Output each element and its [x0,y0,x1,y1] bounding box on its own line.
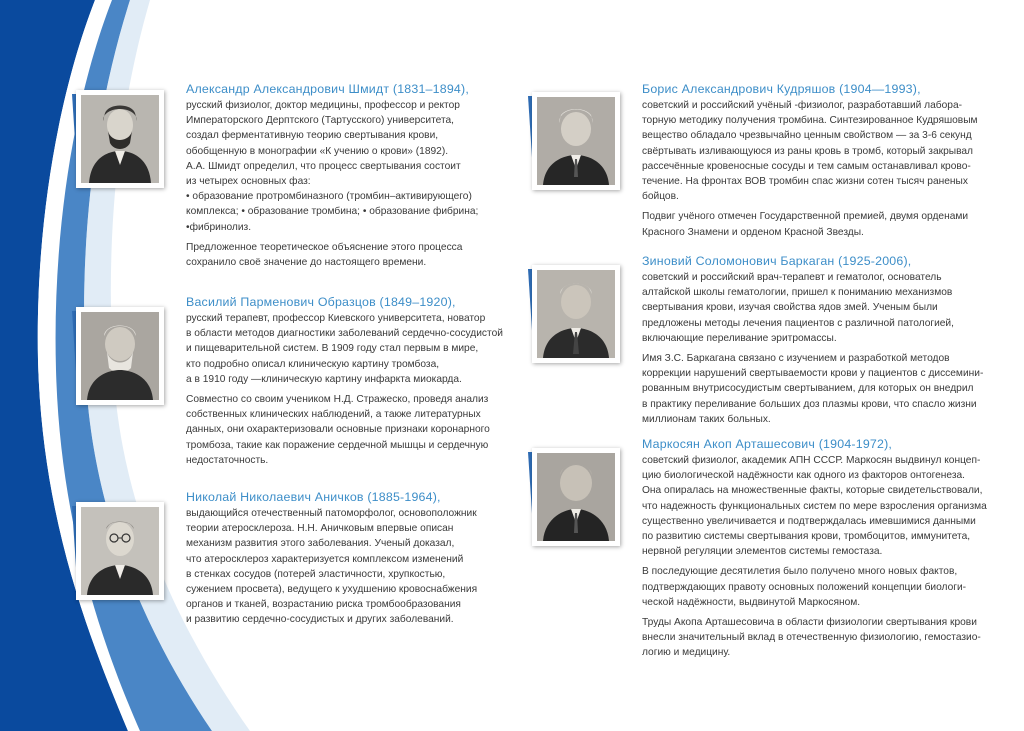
bio-kudryashov [642,81,1002,240]
portrait-obraztsov [72,307,164,407]
bio-paragraph: Труды Акопа Арташесовича в области физиологии свертывания крови внесли значительный вклад в отечественную физиологию, гемостазио- логию и медицину. [642,617,981,659]
bio-schmidt [186,81,506,270]
bio-paragraph: В последующие десятилетия было получено много новых фактов, подтверждающих правоту основных положений концепции биологи- ческой надёжности, выдвинутой Маркосяном. [642,566,967,608]
portrait-kudryashov [528,92,620,192]
portrait-schmidt [72,90,164,190]
bio-paragraph: Подвиг учёного отмечен Государственной премией, двумя орденами Красного Знамени и орденом Красной Звезды. [642,211,969,238]
portrait-anichkov [72,502,164,602]
bio-paragraph: Предложенное теоретическое объяснение этого процесса сохранило своё значение до настоящего времени. [186,241,463,269]
bio-paragraph: Имя З.С. Баркагана связано с изучением и разработкой методов коррекции нарушений свертываемости крови у пациентов с диссемини- рованным внутрисосудистым свертыванием, для которых он внедрил в практику переливание больших доз плазмы крови, что спасло жизни миллионам таких больных. [642,353,984,425]
bio-markosyan [642,436,1002,661]
bio-paragraph: советский и российский врач-терапевт и гематолог, основатель алтайской школы гематологии, пришел к пониманию механизмов свертывания крови, изучая свойства ядов змей. Ученым были предложены методы лечения пациентов с различной патологией, включающие переливание эритромассы. [642,272,954,344]
bio-name: Маркосян Акоп Арташесович (1904-1972), [642,437,893,451]
person-photo-icon [537,453,615,541]
bio-paragraph: русский терапевт, профессор Киевского университета, новатор в области методов диагностики заболеваний сердечно-сосудистой и пищеварительной систем. В 1909 году стал первым в мире, кто подробно описал клиническую картину тромбоза, а в 1910 году —клиническую картину инфаркта миокарда. [186,313,503,385]
portrait-markosyan [528,448,620,548]
bio-paragraph: выдающийся отечественный патоморфолог, основоположник теории атеросклероза. Н.Н. Аничковым впервые описан механизм развития этого заболевания. Ученый доказал, что атеросклероз характеризуется комплексом изменений в стенках сосудов (потерей эластичности, хрупкостью, сужением просвета), ведущего к ухудшению кровоснабжения органов и тканей, возрастанию риска тромбообразования и развитию сердечно-сосудистых и других заболеваний. [186,508,478,626]
bio-paragraph: Совместно со своим учеником Н.Д. Стражеско, проведя анализ собственных клинических наблюдений, а также литературных данных, они охарактеризовали основные признаки коронарного тромбоза, такие как поражение сердечной мышцы и сердечную недостаточность. [186,394,490,466]
bio-name: Борис Александрович Кудряшов (1904—1993), [642,82,921,96]
person-photo-icon [537,270,615,358]
person-photo-icon [81,312,159,400]
bio-paragraph: советский и российский учёный -физиолог, разработавший лабора- торную методику получения тромбина. Синтезированное Кудряшовым вещество обладало чрезвычайно ценным свойством — за 3-6 секунд свёртывать изливающуюся из раны кровь в тромб, который закрывал рассечённые кровеносные сосуды и тем самым останавливал крово- течение. На фронтах ВОВ тромбин спас жизни сотен тысяч раненых бойцов. [642,100,978,203]
person-photo-icon [81,95,159,183]
portrait-barkagan [528,265,620,365]
bio-name: Александр Александрович Шмидт (1831–1894), [186,82,469,96]
bio-barkagan [642,253,1002,427]
bio-name: Василий Парменович Образцов (1849–1920), [186,295,456,309]
bio-obraztsov [186,294,516,468]
bio-anichkov [186,489,506,628]
person-photo-icon [537,97,615,185]
bio-name: Николай Николаевич Аничков (1885-1964), [186,490,441,504]
bio-name: Зиновий Соломонович Баркаган (1925-2006), [642,254,912,268]
bio-paragraph: советский физиолог, академик АПН СССР. Маркосян выдвинул концеп- цию биологической надёжности как одного из факторов онтогенеза. Она опиралась на множественные факты, которые свидетельствовали, что надежность функциональных систем по мере взросления организма существенно увеличивается и подтверждалась имевшимися данными по развитию системы свертывания крови, тромбоцитов, иммунитета, нервной регуляции элементов системы гемостаза. [642,455,987,558]
person-photo-icon [81,507,159,595]
bio-paragraph: русский физиолог, доктор медицины, профессор и ректор Императорского Дерптского (Тартусского) университета, создал ферментативную теорию свертывания крови, обобщенную в монографии «К учению о крови» (1892). А.А. Шмидт определил, что процесс свертывания состоит из четырех основных фаз: • образование протромбиназного (тромбин–активирующего) комплекса; • образование тромбина; • образование фибрина; •фибринолиз. [186,100,479,233]
